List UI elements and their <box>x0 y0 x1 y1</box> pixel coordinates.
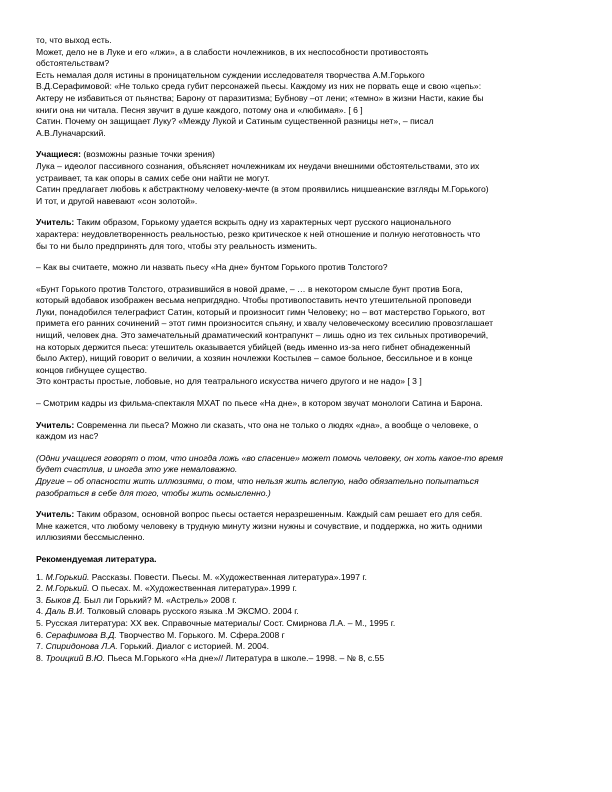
text-line: Может, дело не в Луке и его «лжи», а в слабости ночлежников, в их неспособности противостоять <box>36 46 429 57</box>
reference-item <box>36 630 578 642</box>
reference-text: Горький. Диалог с историей. М. 2004. <box>117 641 269 652</box>
references-list <box>36 572 578 665</box>
speaker-label: Учащиеся: <box>36 149 81 160</box>
speaker-label: Учитель: <box>36 419 75 430</box>
text-line: Есть немалая доля истины в проницательном суждении исследователя творчества А.М.Горького <box>36 69 425 80</box>
reference-number: 1. <box>36 571 46 582</box>
text-line: Сатин. Почему он защищает Луку? «Между Лукой и Сатиным существенной разницы нет», – писал <box>36 116 434 127</box>
speaker-label: Учитель: <box>36 509 75 520</box>
quote-paragraph <box>36 284 578 388</box>
text-line: Таким образом, Горькому удается вскрыть одну из характерных черт русского национального <box>74 217 452 228</box>
students-response-2 <box>36 453 578 499</box>
text-line: нищий, человек дна. Это замечательный драматический контрапункт – лишь одно из тех сильных противоречий, <box>36 330 489 341</box>
text-line: А.В.Луначарский. <box>36 127 106 138</box>
reference-item <box>36 572 578 584</box>
reference-text: Пьеса М.Горького «На дне»// Литература в школе.– 1998. – № 8, с.55 <box>105 652 385 663</box>
text-line: (возможны разные точки зрения) <box>80 149 215 160</box>
text-line: концов гибнущее существо. <box>36 364 147 375</box>
text-line: разобраться в себе для того, чтобы жить осмысленно.) <box>36 487 271 498</box>
reference-number: 4. <box>36 606 46 617</box>
speaker-label: Учитель: <box>36 217 75 228</box>
text-line: который вдобавок изображен весьма непригдядно. Чтобы противопоставить нечто утешительной проповеди <box>36 295 472 306</box>
reference-author: Серафимова В.Д. <box>45 629 117 640</box>
text-line: (Одни учащиеся говорят о том, что иногда ложь «во спасение» может помочь человеку, он хоть какое-то время <box>36 452 504 463</box>
references-title: Рекомендуемая литература. <box>36 553 157 564</box>
text-line: – Как вы считаете, можно ли назвать пьесу «На дне» бунтом Горького против Толстого? <box>36 262 388 273</box>
text-line: Луки, понадобился телеграфист Сатин, который и произносит гимн Человеку; но – вот мастерство Горького, вот <box>36 306 486 317</box>
intro-paragraph <box>36 35 578 139</box>
reference-number: 6. <box>36 629 46 640</box>
reference-item <box>36 583 578 595</box>
document-page <box>36 35 578 664</box>
text-line: Сатин предлагает любовь к абстрактному человеку-мечте (в этом проявились ницшеанские взгляды М.Горького) <box>36 184 489 195</box>
text-line: было Актер), нищий говорит о величии, а хозяин ночлежки Костылев – самое больное, бессильное и в конце <box>36 353 473 364</box>
reference-text: Творчество М. Горького. М. Сфера.2008 г <box>116 629 285 640</box>
text-line: В.Д.Серафимовой: «Не только среда губит персонажей пьесы. Каждому из них не порвать еще и свою «цепь»: <box>36 81 482 92</box>
text-line: примета его ранних сочинений – этот гимн произносится спьяну, и хвалу человеческому всесилию провозглашает <box>36 318 494 329</box>
reference-text: Русская литература: XX век. Справочные материалы/ Сост. Смирнова Л.А. – М., 1995 г. <box>45 617 396 628</box>
reference-author: Спиридонова Л.А. <box>45 641 118 652</box>
text-line: устраивает, та как опоры в самих себе они найти не могут. <box>36 172 270 183</box>
reference-item <box>36 618 578 630</box>
text-line: И тот, и другой навевают «сон золотой». <box>36 195 198 206</box>
reference-number: 7. <box>36 641 46 652</box>
reference-author: М.Горький. <box>45 571 90 582</box>
reference-number: 3. <box>36 594 46 605</box>
reference-number: 8. <box>36 652 46 663</box>
reference-number: 2. <box>36 583 46 594</box>
text-line: Лука – идеолог пассивного сознания, объясняет ночлежникам их неудачи внешними обстоятельствами, это их <box>36 160 480 171</box>
reference-item <box>36 653 578 665</box>
teacher-remark-2 <box>36 420 578 443</box>
reference-text: О пьесах. М. «Художественная литература».1999 г. <box>89 583 297 594</box>
text-line: на которых держится пьеса: утешитель оказывается убийцей (ведь именно из-за него гибнет обнадеженный <box>36 341 471 352</box>
teacher-remark-1 <box>36 217 578 252</box>
reference-item <box>36 606 578 618</box>
reference-number: 5. <box>36 617 46 628</box>
text-line: Другие – об опасности жить иллюзиями, о том, что нельзя жить вслепую, надо обязательно попытаться <box>36 476 479 486</box>
text-line: Актеру не избавиться от пьянства; Барону от паразитизма; Бубнову –от лени; «темно» в жизни Насти, какие бы <box>36 92 484 103</box>
text-line: Это контрасты простые, лобовые, но для театрального искусства ничего другого и не надо» [ 3 ] <box>36 376 422 387</box>
reference-text: Был ли Горький? М. «Астрель» 2008 г. <box>81 594 237 605</box>
reference-item <box>36 595 578 607</box>
reference-author: Быков Д. <box>45 594 82 605</box>
film-paragraph <box>36 398 578 410</box>
reference-text: Толковый словарь русского языка .М ЭКСМО. 2004 г. <box>84 606 299 617</box>
reference-author: Даль В.И. <box>45 606 85 617</box>
text-line: то, что выход есть. <box>36 35 112 45</box>
reference-author: Троицкий В.Ю. <box>45 652 106 663</box>
text-line: характера: неудовлетворенность реальностью, резко критическое к ней отношение и полную неготовность что <box>36 228 481 239</box>
text-line: Мне кажется, что любому человеку в трудную минуту жизни нужны и сочувствие, и поддержка, но жить одними <box>36 520 483 531</box>
text-line: каждом из нас? <box>36 431 99 442</box>
text-line: обстоятельствам? <box>36 58 110 69</box>
text-line: Современна ли пьеса? Можно ли сказать, что она не только о людях «дна», а вообще о человеке, о <box>74 419 479 430</box>
text-line: Таким образом, основной вопрос пьесы остается неразрешенным. Каждый сам решает его для себя. <box>74 509 483 520</box>
question-paragraph <box>36 262 578 274</box>
reference-author: М.Горький. <box>45 583 90 594</box>
text-line: – Смотрим кадры из фильма-спектакля МХАТ по пьесе «На дне», в котором звучат монологи Сатина и Барона. <box>36 398 483 409</box>
text-line: книги она ни читала. Песня звучит в душе каждого, потому она и «любимая». [ 6 ] <box>36 104 363 115</box>
text-line: бы то ни было предпринять для того, чтобы эту реальность изменить. <box>36 240 318 251</box>
reference-item <box>36 641 578 653</box>
teacher-remark-3 <box>36 509 578 544</box>
students-response-1 <box>36 149 578 207</box>
reference-text: Рассказы. Повести. Пьесы. М. «Художественная литература».1997 г. <box>89 571 367 582</box>
text-line: иллюзиями бессмысленно. <box>36 532 145 543</box>
text-line: будет счастлив, и иногда это уже немаловажно. <box>36 464 238 475</box>
text-line: «Бунт Горького против Толстого, отразившийся в новой драме, – … в некотором смысле бунт против Бога, <box>36 283 463 294</box>
